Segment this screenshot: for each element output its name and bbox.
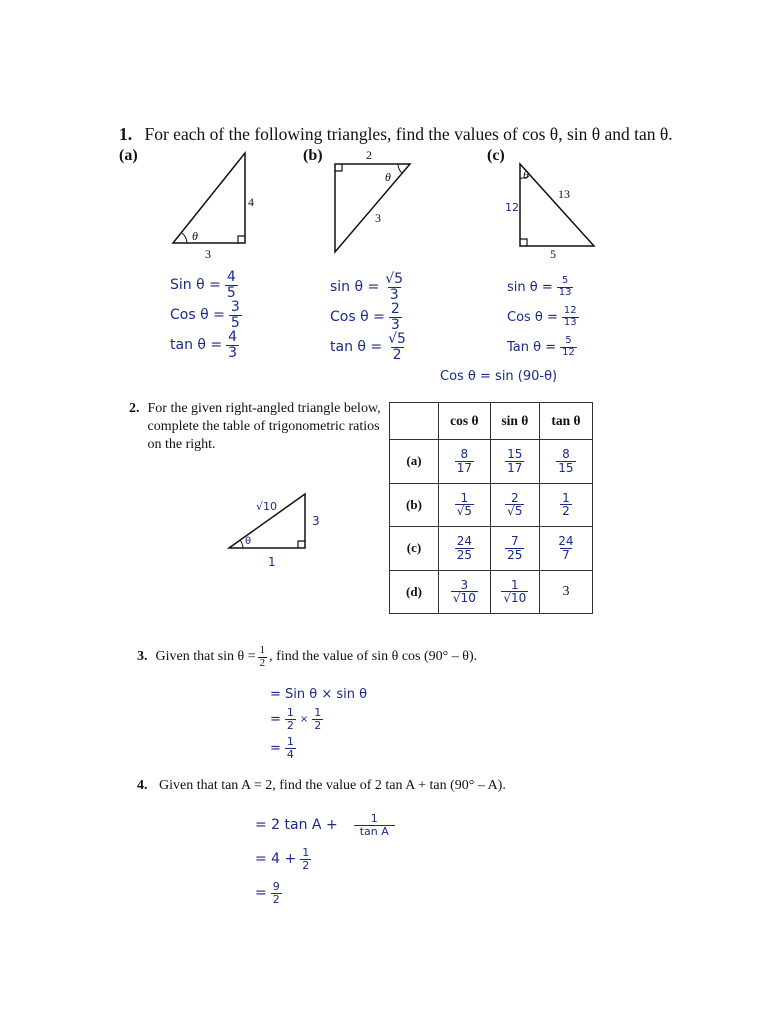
answers-c <box>507 272 579 362</box>
side-label: 5 <box>550 247 556 261</box>
question-4 <box>137 778 506 794</box>
question-2 <box>129 400 381 454</box>
working-line: = $\frac{1}{2}$ × $\frac{1}{2}$ <box>270 705 322 732</box>
row-label: (b) <box>390 483 439 527</box>
fraction: $\frac{1}{2}$ <box>259 644 266 669</box>
question-1 <box>119 124 673 145</box>
tan-answer: tan θ = $\frac{√5}{2}$ <box>330 330 406 363</box>
question-number: 1. <box>119 124 133 144</box>
question-text: , find the value of sin θ cos (90° – θ). <box>269 649 478 665</box>
q4-working <box>255 808 395 910</box>
table-row <box>390 440 593 484</box>
question-text-line: on the right. <box>147 437 216 452</box>
side-label: 3 <box>375 211 381 225</box>
sin-answer: sin θ = $\frac{5}{13}$ <box>507 275 572 298</box>
question-number: 4. <box>137 778 148 793</box>
row-label: (a) <box>390 440 439 484</box>
question-number: 3. <box>137 649 148 665</box>
table-cell: $\frac{15}{17}$ <box>490 440 539 484</box>
question-text: Given that sin θ = <box>155 649 256 665</box>
cos-answer: Cos θ = $\frac{12}{13}$ <box>507 305 577 328</box>
table-cell: $\frac{24}{7}$ <box>539 527 592 571</box>
q3-working <box>270 683 367 763</box>
part-b-label: (b) <box>303 147 323 164</box>
question-text: For each of the following triangles, find the values of cos θ, sin θ and tan θ. <box>144 124 673 144</box>
working-line: = $\frac{1}{4}$ <box>270 734 294 761</box>
table-row <box>390 483 593 527</box>
working-line: = 4 + $\frac{1}{2}$ <box>255 845 310 872</box>
angle-theta: θ <box>245 536 252 547</box>
tan-answer: Tan θ = $\frac{5}{12}$ <box>507 335 575 358</box>
question-number: 2. <box>129 401 140 416</box>
sin-answer: sin θ = $\frac{√5}{3}$ <box>330 270 404 303</box>
angle-theta: θ <box>523 168 529 182</box>
cos-answer: Cos θ = $\frac{2}{3}$ <box>330 300 400 333</box>
side-label: 4 <box>248 195 254 209</box>
side-label: √10 <box>256 500 278 513</box>
table-cell: $\frac{24}{25}$ <box>439 527 491 571</box>
answers-b <box>330 272 408 362</box>
handwritten-note: Cos θ = sin (90-θ) <box>440 369 558 384</box>
question-text: Given that tan A = 2, find the value of 2 tan A + tan (90° – A). <box>159 778 506 793</box>
side-label: 3 <box>205 247 211 261</box>
table-cell: 3 <box>539 570 592 614</box>
part-c-label: (c) <box>487 147 505 164</box>
question-text-line: For the given right-angled triangle below, <box>147 401 381 416</box>
side-label: 12 <box>505 201 519 214</box>
table-header-cell: tan θ <box>539 403 592 440</box>
table-cell: $\frac{1}{√10}$ <box>490 570 539 614</box>
table-cell: $\frac{1}{2}$ <box>539 483 592 527</box>
table-cell: $\frac{7}{25}$ <box>490 527 539 571</box>
side-label: 2 <box>366 148 372 162</box>
tan-answer: tan θ = $\frac{4}{3}$ <box>170 328 238 361</box>
table-cell: $\frac{2}{√5}$ <box>490 483 539 527</box>
question-text-line: complete the table of trigonometric ratios <box>147 419 380 434</box>
question-3 <box>137 645 477 669</box>
table-cell: $\frac{3}{√10}$ <box>439 570 491 614</box>
table-cell: $\frac{1}{√5}$ <box>439 483 491 527</box>
angle-theta: θ <box>385 170 391 184</box>
working-line: = $\frac{9}{2}$ <box>255 879 280 906</box>
table-header-cell: sin θ <box>490 403 539 440</box>
table-row <box>390 570 593 614</box>
trig-ratio-table <box>389 402 593 614</box>
angle-theta: θ <box>192 229 198 243</box>
sin-answer: Sin θ = $\frac{4}{5}$ <box>170 268 236 301</box>
working-line: = Sin θ × sin θ <box>270 686 368 702</box>
row-label: (c) <box>390 527 439 571</box>
table-header-cell <box>390 403 439 440</box>
triangle-b <box>325 160 425 260</box>
side-label: 3 <box>312 514 320 528</box>
side-label: 13 <box>558 187 570 201</box>
table-header-cell: cos θ <box>439 403 491 440</box>
table-cell: $\frac{8}{17}$ <box>439 440 491 484</box>
row-label: (d) <box>390 570 439 614</box>
working-line: = 2 tan A + $\frac{1}{\text{tan A}}$ <box>255 808 395 842</box>
part-a-label: (a) <box>119 147 138 164</box>
table-cell: $\frac{8}{15}$ <box>539 440 592 484</box>
table-header-row <box>390 403 593 440</box>
side-label: 1 <box>268 555 276 569</box>
table-row <box>390 527 593 571</box>
answers-a <box>170 270 242 360</box>
cos-answer: Cos θ = $\frac{3}{5}$ <box>170 298 240 331</box>
